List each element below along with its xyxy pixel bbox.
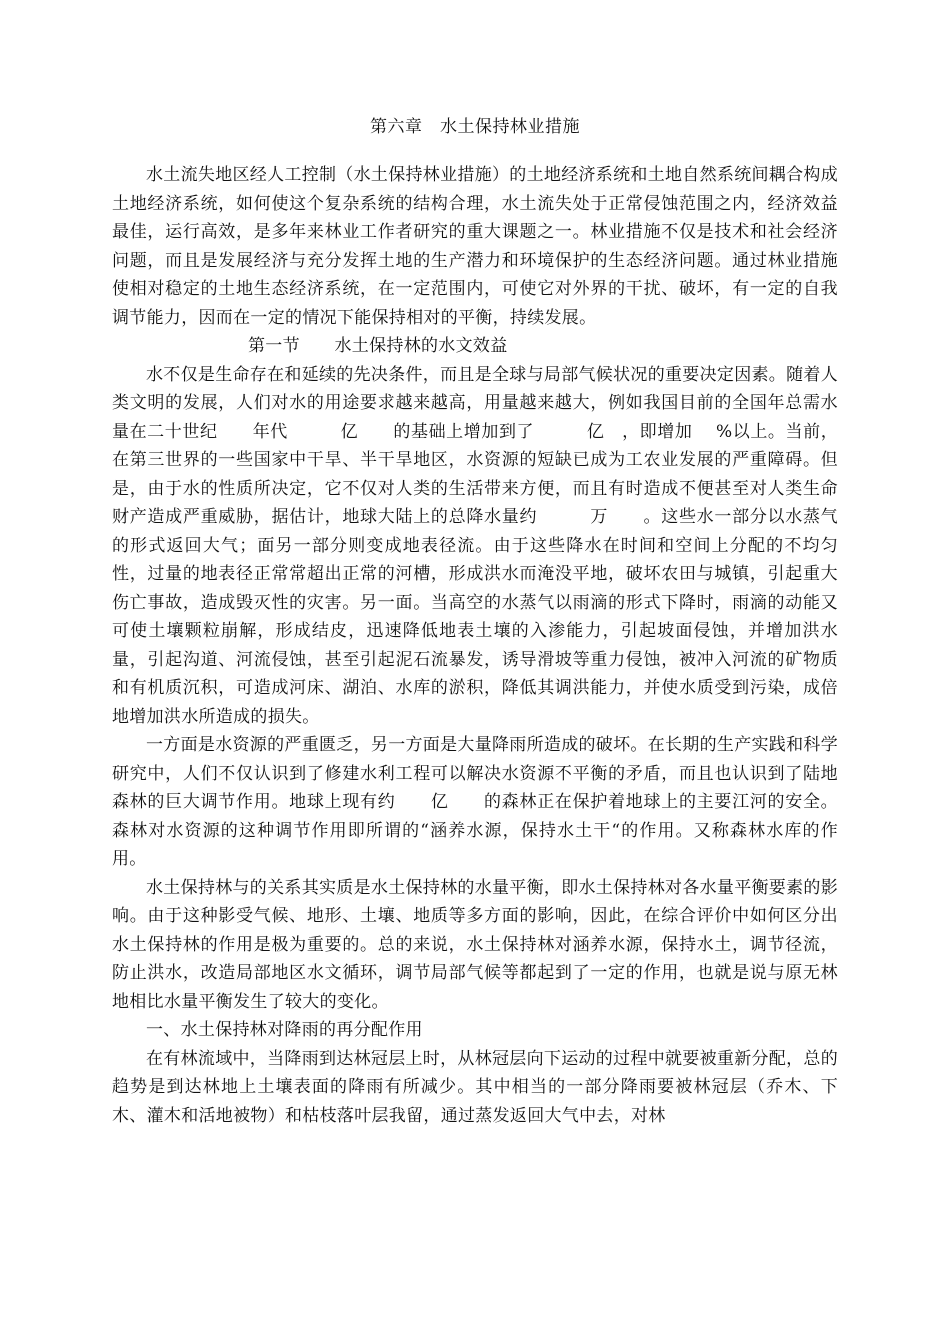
sub-heading: 一、水土保持林对降雨的再分配作用	[146, 1020, 423, 1040]
last-paragraph: 在有林流域中，当降雨到达林冠层上时，从林冠层向下运动的过程中就要被重新分配，总的趋势是到达林地上土壤表面的降雨有所减少。其中相当的一部分降雨要被林冠层（乔木、下木、灌木和活地被物）和枯枝落叶层我留，通过蒸发返回大气中去，对林	[112, 1048, 838, 1126]
body-paragraph: 一方面是水资源的严重匮乏，另一方面是大量降雨所造成的破坏。在长期的生产实践和科学研究中，人们不仅认识到了修建水利工程可以解决水资源不平衡的矛盾，而且也认识到了陆地森林的巨大调节作用。地球上现有约 亿 的森林正在保护着地球上的主要江河的安全。森林对水资源的这种调节作用即所谓的“涵养水源，保持水土干“的作用。又称森林水库的作用。	[112, 735, 838, 869]
intro-paragraph: 水土流失地区经人工控制（水土保持林业措施）的土地经济系统和土地自然系统间耦合构成土地经济系统，如何使这个复杂系统的结构合理，水土流失处于正常侵蚀范围之内，经济效益最佳，运行高效，是多年来林业工作者研究的重大课题之一。林业措施不仅是技术和社会经济问题，而且是发展经济与充分发挥土地的生产潜力和环境保护的生态经济问题。通过林业措施使相对稳定的土地生态经济系统，在一定范围内，可使它对外界的干扰、破坏，有一定的自我调节能力，因而在一定的情况下能保持相对的平衡，持续发展。	[112, 165, 838, 328]
body-paragraph: 水不仅是生命存在和延续的先决条件，而且是全球与局部气候状况的重要决定因素。随着人类文明的发展，人们对水的用途要求越来越高，用量越来越大，例如我国目前的全国年总需水量在二十世纪 年代 亿 的基础上增加到了 亿 ，即增加 %以上。当前，在第三世界的一些国家中干旱、半干旱地区，水资源的短缺已成为工农业发展的严重障碍。但是，由于水的性质所决定，它不仅对人类的生活带来方便，而且有时造成不便甚至对人类生命财产造成严重威胁，据估计，地球大陆上的总降水量约 万 。这些水一部分以水蒸气的形式返回大气；面另一部分则变成地表径流。由于这些降水在时间和空间上分配的不均匀性，过量的地表径正常常超出正常的河槽，形成洪水而淹没平地，破坏农田与城镇，引起重大伤亡事故，造成毁灭性的灾害。另一面。当高空的水蒸气以雨滴的形式下降时，雨滴的动能又可使土壤颗粒崩解，形成结皮，迅速降低地表土壤的入渗能力，引起坡面侵蚀，并增加洪水量，引起沟道、河流侵蚀，甚至引起泥石流暴发，诱导滑坡等重力侵蚀，被冲入河流的矿物质和有机质沉积，可造成河床、湖泊、水库的淤积，降低其调洪能力，并使水质受到污染，成倍地增加洪水所造成的损失。	[112, 364, 838, 727]
section-title: 第一节 水土保持林的水文效益	[248, 336, 508, 356]
body-paragraph: 水土保持林与的关系其实质是水土保持林的水量平衡，即水土保持林对各水量平衡要素的影响。由于这种影受气候、地形、土壤、地质等多方面的影响，因此，在综合评价中如何区分出水土保持林的作用是极为重要的。总的来说，水土保持林对涵养水源，保持水土，调节径流，防止洪水，改造局部地区水文循环，调节局部气候等都起到了一定的作用，也就是说与原无林地相比水量平衡发生了较大的变化。	[112, 877, 838, 1012]
chapter-title: 第六章 水土保持林业措施	[370, 117, 580, 137]
